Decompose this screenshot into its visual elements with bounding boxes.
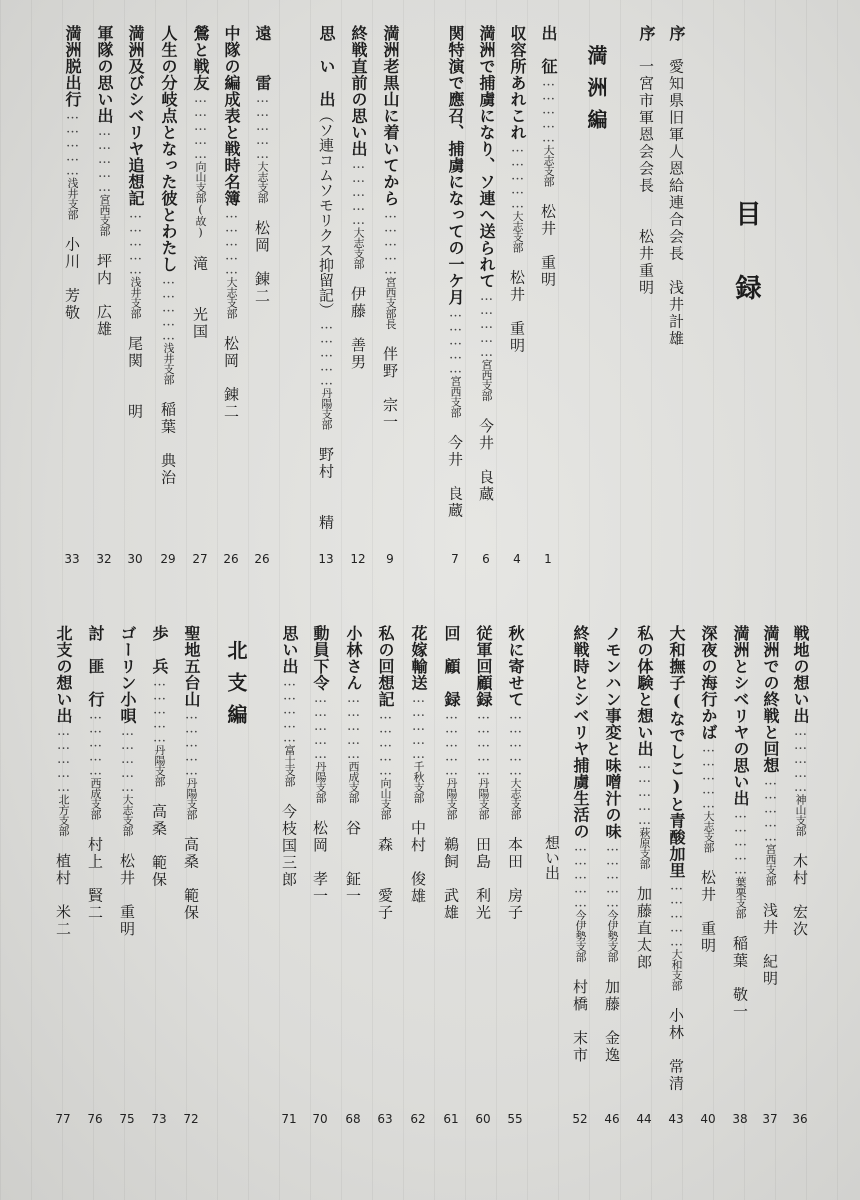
toc-entry: [507, 25, 527, 545]
entry-branch: 宮西支部: [449, 375, 462, 418]
entry-page-number: 7: [451, 552, 459, 566]
toc-entry: [760, 625, 780, 1025]
entry-author: 今井 良蔵: [446, 417, 464, 520]
entry-branch: 千秋支部: [412, 761, 425, 803]
entry-page-number: 12: [350, 552, 366, 566]
entry-page-number: 26: [254, 552, 270, 566]
toc-entry: [158, 25, 178, 545]
leader-dots: ……………: [97, 124, 112, 194]
entry-author: 本田 房子: [506, 819, 524, 922]
entry-title: 鶯と戦友: [191, 25, 210, 91]
leader-dots: ……………: [541, 74, 556, 145]
entry-author: 田島 利光: [474, 819, 492, 922]
entry-branch: 今伊勢支部: [574, 909, 587, 962]
leader-dots: ……………: [152, 674, 167, 745]
entry-author: 森 愛子: [376, 819, 394, 922]
entry-author: 愛知県旧軍人恩給連合会長 浅井計雄: [667, 41, 685, 348]
toc-entry: [221, 25, 241, 545]
entry-branch: 北方支部: [57, 794, 70, 836]
entry-author: 野村 精: [317, 429, 335, 532]
entry-author: 高桑 範保: [182, 819, 200, 922]
entry-title: 満洲脱出行: [63, 25, 82, 108]
toc-entry: [505, 625, 525, 1025]
entry-page-number: 71: [281, 1112, 297, 1126]
toc-entry: [408, 625, 428, 1025]
leader-dots: ……………: [88, 707, 103, 778]
entry-title: 小林さん: [344, 625, 363, 691]
toc-entry: [441, 625, 461, 1025]
entry-title: 思い出: [280, 625, 299, 675]
entry-title: 動員下令: [311, 625, 330, 691]
toc-entry: [476, 25, 496, 545]
entry-author: 松岡 錬二: [222, 318, 240, 421]
entry-branch: 浅井支部: [129, 276, 142, 319]
leader-dots: ……………: [351, 157, 366, 227]
leader-dots: ……………: [282, 674, 297, 745]
leader-dots: ……………: [161, 272, 176, 343]
entry-title: 軍隊の思い出: [95, 25, 114, 124]
entry-branch: 富士支部: [283, 744, 296, 787]
toc-entry: [316, 25, 336, 545]
entry-title: 歩 兵: [150, 625, 169, 675]
entry-page-number: 46: [604, 1112, 620, 1126]
entry-page-number: 13: [318, 552, 334, 566]
entry-branch: 大志支部: [542, 144, 555, 187]
leader-dots: ……………: [65, 107, 80, 178]
entry-page-number: 76: [87, 1112, 103, 1126]
entry-title: 回 顧 録: [442, 625, 461, 708]
entry-branch: 向山支部(故): [194, 161, 207, 239]
entry-author: 小川 芳敬: [63, 219, 81, 322]
entry-branch: 宮西支部: [480, 359, 493, 401]
entry-page-number: 44: [636, 1112, 652, 1126]
leader-dots: ……………: [378, 707, 393, 778]
toc-entry: [538, 25, 558, 545]
entry-title: 満洲及びシベリヤ追想記: [126, 25, 145, 207]
entry-author: 松井 重明: [118, 836, 136, 938]
entry-branch: 大志支部: [509, 777, 522, 820]
toc-entry: [149, 625, 169, 1025]
entry-author: 尾関 明: [126, 318, 144, 421]
entry-author: 伴野 宗一: [381, 329, 399, 431]
toc-entry: [343, 625, 363, 1025]
entry-page-number: 40: [700, 1112, 716, 1126]
entry-title: 秋に寄せて: [506, 625, 525, 708]
entry-author: 加藤 金逸: [603, 962, 621, 1064]
entry-title: ゴーリン小唄: [118, 625, 137, 724]
entry-author: 滝 光国: [191, 238, 209, 341]
leader-dots: ……………: [733, 806, 748, 877]
entry-author: 一宮市軍恩会会長 松井重明: [637, 41, 655, 297]
leader-dots: ……………: [313, 691, 328, 761]
entry-title: 人生の分岐点となった彼とわたし: [159, 25, 178, 273]
entry-title: 満洲とシベリヤの思い出: [731, 625, 750, 807]
leader-dots: ……………: [701, 740, 716, 811]
entry-author: 高桑 範保: [150, 786, 168, 889]
entry-branch: 丹陽支部: [477, 777, 490, 820]
entry-subtitle-text: 想い出: [543, 835, 561, 880]
entry-title: 私の回想記: [376, 625, 395, 708]
entry-page-number: 1: [544, 552, 552, 566]
entry-page-number: 29: [160, 552, 176, 566]
leader-dots: ……………: [444, 707, 459, 778]
entry-title: 深夜の海行かば: [699, 625, 718, 741]
leader-dots: ……………: [605, 839, 620, 910]
toc-entry: [698, 625, 718, 1025]
entry-author: 村橋 末市: [571, 962, 589, 1064]
leader-dots: ……………: [763, 773, 778, 844]
entry-title: 出 征: [539, 25, 558, 75]
entry-branch: 丹陽支部: [314, 761, 327, 803]
toc-entry: [602, 625, 622, 1064]
leader-dots: ……………: [573, 839, 588, 910]
leader-dots: ……………: [224, 206, 239, 277]
entry-branch: 宮西支部: [98, 194, 111, 236]
entry-branch: 神山支部: [794, 794, 807, 836]
entry-page-number: 36: [792, 1112, 808, 1126]
toc-entry: [190, 25, 210, 545]
leader-dots: ……………: [383, 206, 398, 277]
entry-page-number: 38: [732, 1112, 748, 1126]
leader-dots: ……………: [448, 305, 463, 376]
entry-author: 松井 重明: [539, 186, 557, 289]
leader-dots: ……………: [346, 691, 361, 761]
entry-author: 松井 重明: [699, 852, 717, 955]
entry-subtitle: [542, 835, 562, 995]
entry-page-number: 72: [183, 1112, 199, 1126]
entry-branch: 浅井支部: [162, 342, 175, 385]
entry-author: 小林 常清: [667, 990, 685, 1093]
entry-branch: 向山支部: [379, 777, 392, 820]
entry-page-number: 27: [192, 552, 208, 566]
entry-title: 北支の想い出: [54, 625, 73, 724]
entry-title: 大和撫子(なでしこ)と青酸加里: [667, 625, 686, 879]
entry-title: 戦地の想い出: [791, 625, 810, 724]
toc-entry: [348, 25, 368, 545]
entry-page-number: 75: [119, 1112, 135, 1126]
page-title: 目録: [731, 200, 761, 348]
toc-entry: [279, 625, 299, 1025]
entry-title: 満洲老黒山に着いてから: [381, 25, 400, 207]
entry-author: 浅井 紀明: [761, 885, 779, 988]
entry-title: 終戦時とシベリヤ捕虜生活の: [571, 625, 590, 840]
leader-dots: ……………: [255, 91, 270, 161]
entry-title: 討 匪 行: [86, 625, 105, 708]
entry-page-number: 4: [513, 552, 521, 566]
leader-dots: ……………: [637, 757, 652, 827]
toc-entry: [666, 625, 686, 1093]
entry-title: 私の体験と想い出: [635, 625, 654, 757]
entry-author: 植村 米二: [54, 836, 72, 938]
entry-author: 鵜飼 武雄: [442, 819, 460, 922]
toc-entry: [730, 625, 750, 1025]
toc-entry: [252, 25, 272, 545]
entry-page-number: 77: [55, 1112, 71, 1126]
entry-page-number: 70: [312, 1112, 328, 1126]
leader-dots: ……………: [510, 140, 525, 211]
entry-branch: 西成支部: [89, 777, 102, 820]
entry-page-number: 33: [64, 552, 80, 566]
entry-author: 木村 宏次: [791, 836, 809, 938]
entry-title: 序: [667, 25, 686, 42]
leader-dots: ……………: [56, 724, 71, 794]
leader-dots: ……………: [508, 707, 523, 778]
leader-dots: ……………: [120, 724, 135, 794]
entry-branch: 大志支部: [256, 161, 269, 203]
entry-title: 思 い 出: [317, 25, 336, 108]
entry-branch: 大志支部: [702, 810, 715, 853]
entry-page-number: 73: [151, 1112, 167, 1126]
entry-branch: 大和支部: [670, 948, 683, 991]
entry-title: ノモンハン事変と味噌汁の味: [603, 625, 622, 840]
entry-branch: 大志支部: [511, 210, 524, 253]
entry-branch: 宮西支部長: [384, 276, 397, 329]
entry-page-number: 6: [482, 552, 490, 566]
entry-title: 聖地五台山: [182, 625, 201, 708]
toc-entry: [790, 625, 810, 1025]
entry-branch: 大志支部: [225, 276, 238, 319]
leader-dots: ……………: [184, 707, 199, 778]
entry-page-number: 43: [668, 1112, 684, 1126]
entry-page-number: 68: [345, 1112, 361, 1126]
entry-branch: 萩原支部: [638, 827, 651, 869]
leader-dots: ……………: [319, 317, 334, 388]
entry-page-number: 61: [443, 1112, 459, 1126]
leader-dots: ……………: [411, 691, 426, 761]
toc-entry: [94, 25, 114, 545]
entry-branch: 葉栗支部: [734, 876, 747, 919]
section-heading-hokushi: 北支編: [224, 640, 248, 736]
toc-entry: [117, 625, 137, 1025]
manshu-entries: [0, 25, 860, 580]
entry-branch: 大志支部: [352, 227, 365, 269]
entry-branch: 丹陽支部: [185, 777, 198, 820]
entry-page-number: 37: [762, 1112, 778, 1126]
toc-entry: [310, 625, 330, 1025]
toc-entry: [636, 25, 656, 545]
leader-dots: ……………: [669, 878, 684, 949]
entry-author: 今枝国三郎: [280, 786, 298, 889]
toc-entry: [473, 625, 493, 1025]
entry-page-number: 26: [223, 552, 239, 566]
entry-page-number: 55: [507, 1112, 523, 1126]
toc-entry: [53, 625, 73, 1025]
entry-title: 満洲で捕虜になり、ソ連へ送られて: [477, 25, 496, 289]
toc-entry: [445, 25, 465, 545]
entry-page-number: 32: [96, 552, 112, 566]
leader-dots: ……………: [479, 289, 494, 359]
entry-page-number: 63: [377, 1112, 393, 1126]
entry-branch: 宮西支部: [764, 843, 777, 886]
entry-author: 加藤直太郎: [635, 869, 653, 971]
entry-title: 遠 雷: [253, 25, 272, 91]
toc-entry: [375, 625, 395, 1025]
leader-dots: ……………: [128, 206, 143, 277]
toc-entry: [125, 25, 145, 545]
entry-branch: 丹陽支部: [153, 744, 166, 787]
entry-page-number: 9: [386, 552, 394, 566]
entry-title: 中隊の編成表と戦時名簿: [222, 25, 241, 207]
entry-branch: 大志支部: [121, 794, 134, 836]
entry-author: 谷 鉦一: [344, 803, 362, 905]
leader-dots: ……………: [476, 707, 491, 778]
entry-author: 松岡 錬二: [253, 203, 271, 305]
entry-title: 収容所あれこれ: [508, 25, 527, 141]
toc-entry: [570, 625, 590, 1064]
entry-title: 終戦直前の思い出: [349, 25, 368, 157]
entry-author: 村上 賢二: [86, 819, 104, 922]
entry-subtitle: （ソ連コムソモリクス抑留記）: [317, 107, 335, 318]
entry-title: 関特演で應召、捕虜になっての一ケ月: [446, 25, 465, 306]
entry-author: 今井 良蔵: [477, 401, 495, 503]
entry-page-number: 30: [127, 552, 143, 566]
leader-dots: ……………: [193, 91, 208, 161]
entry-author: 中村 俊雄: [409, 803, 427, 905]
toc-entry: [62, 25, 82, 545]
entry-author: 松岡 孝一: [311, 803, 329, 905]
toc-entry: [181, 625, 201, 1025]
entry-branch: 丹陽支部: [445, 777, 458, 820]
entry-branch: 丹陽支部: [320, 387, 333, 430]
entry-author: 坪内 広雄: [95, 236, 113, 338]
entry-branch: 浅井支部: [66, 177, 79, 220]
entry-page-number: 52: [572, 1112, 588, 1126]
section-heading-manshu: 満洲編: [584, 45, 608, 141]
toc-entry: [634, 625, 654, 1025]
leader-dots: ……………: [793, 724, 808, 794]
entry-title: 花嫁輸送: [409, 625, 428, 691]
entry-title: 満洲での終戦と回想: [761, 625, 780, 774]
entry-page-number: 60: [475, 1112, 491, 1126]
entry-author: 稲葉 敬一: [731, 918, 749, 1021]
entry-title: 従軍回顧録: [474, 625, 493, 708]
hokushi-entries: [0, 625, 860, 1170]
toc-entry: [85, 625, 105, 1025]
entry-title: 序: [637, 25, 656, 42]
entry-branch: 今伊勢支部: [606, 909, 619, 962]
entry-page-number: 62: [410, 1112, 426, 1126]
entry-author: 稲葉 典治: [159, 384, 177, 487]
entry-author: 伊藤 善男: [349, 269, 367, 371]
entry-author: 松井 重明: [508, 252, 526, 355]
toc-entry: [380, 25, 400, 545]
entry-branch: 西成支部: [347, 761, 360, 803]
toc-entry: [666, 25, 686, 545]
